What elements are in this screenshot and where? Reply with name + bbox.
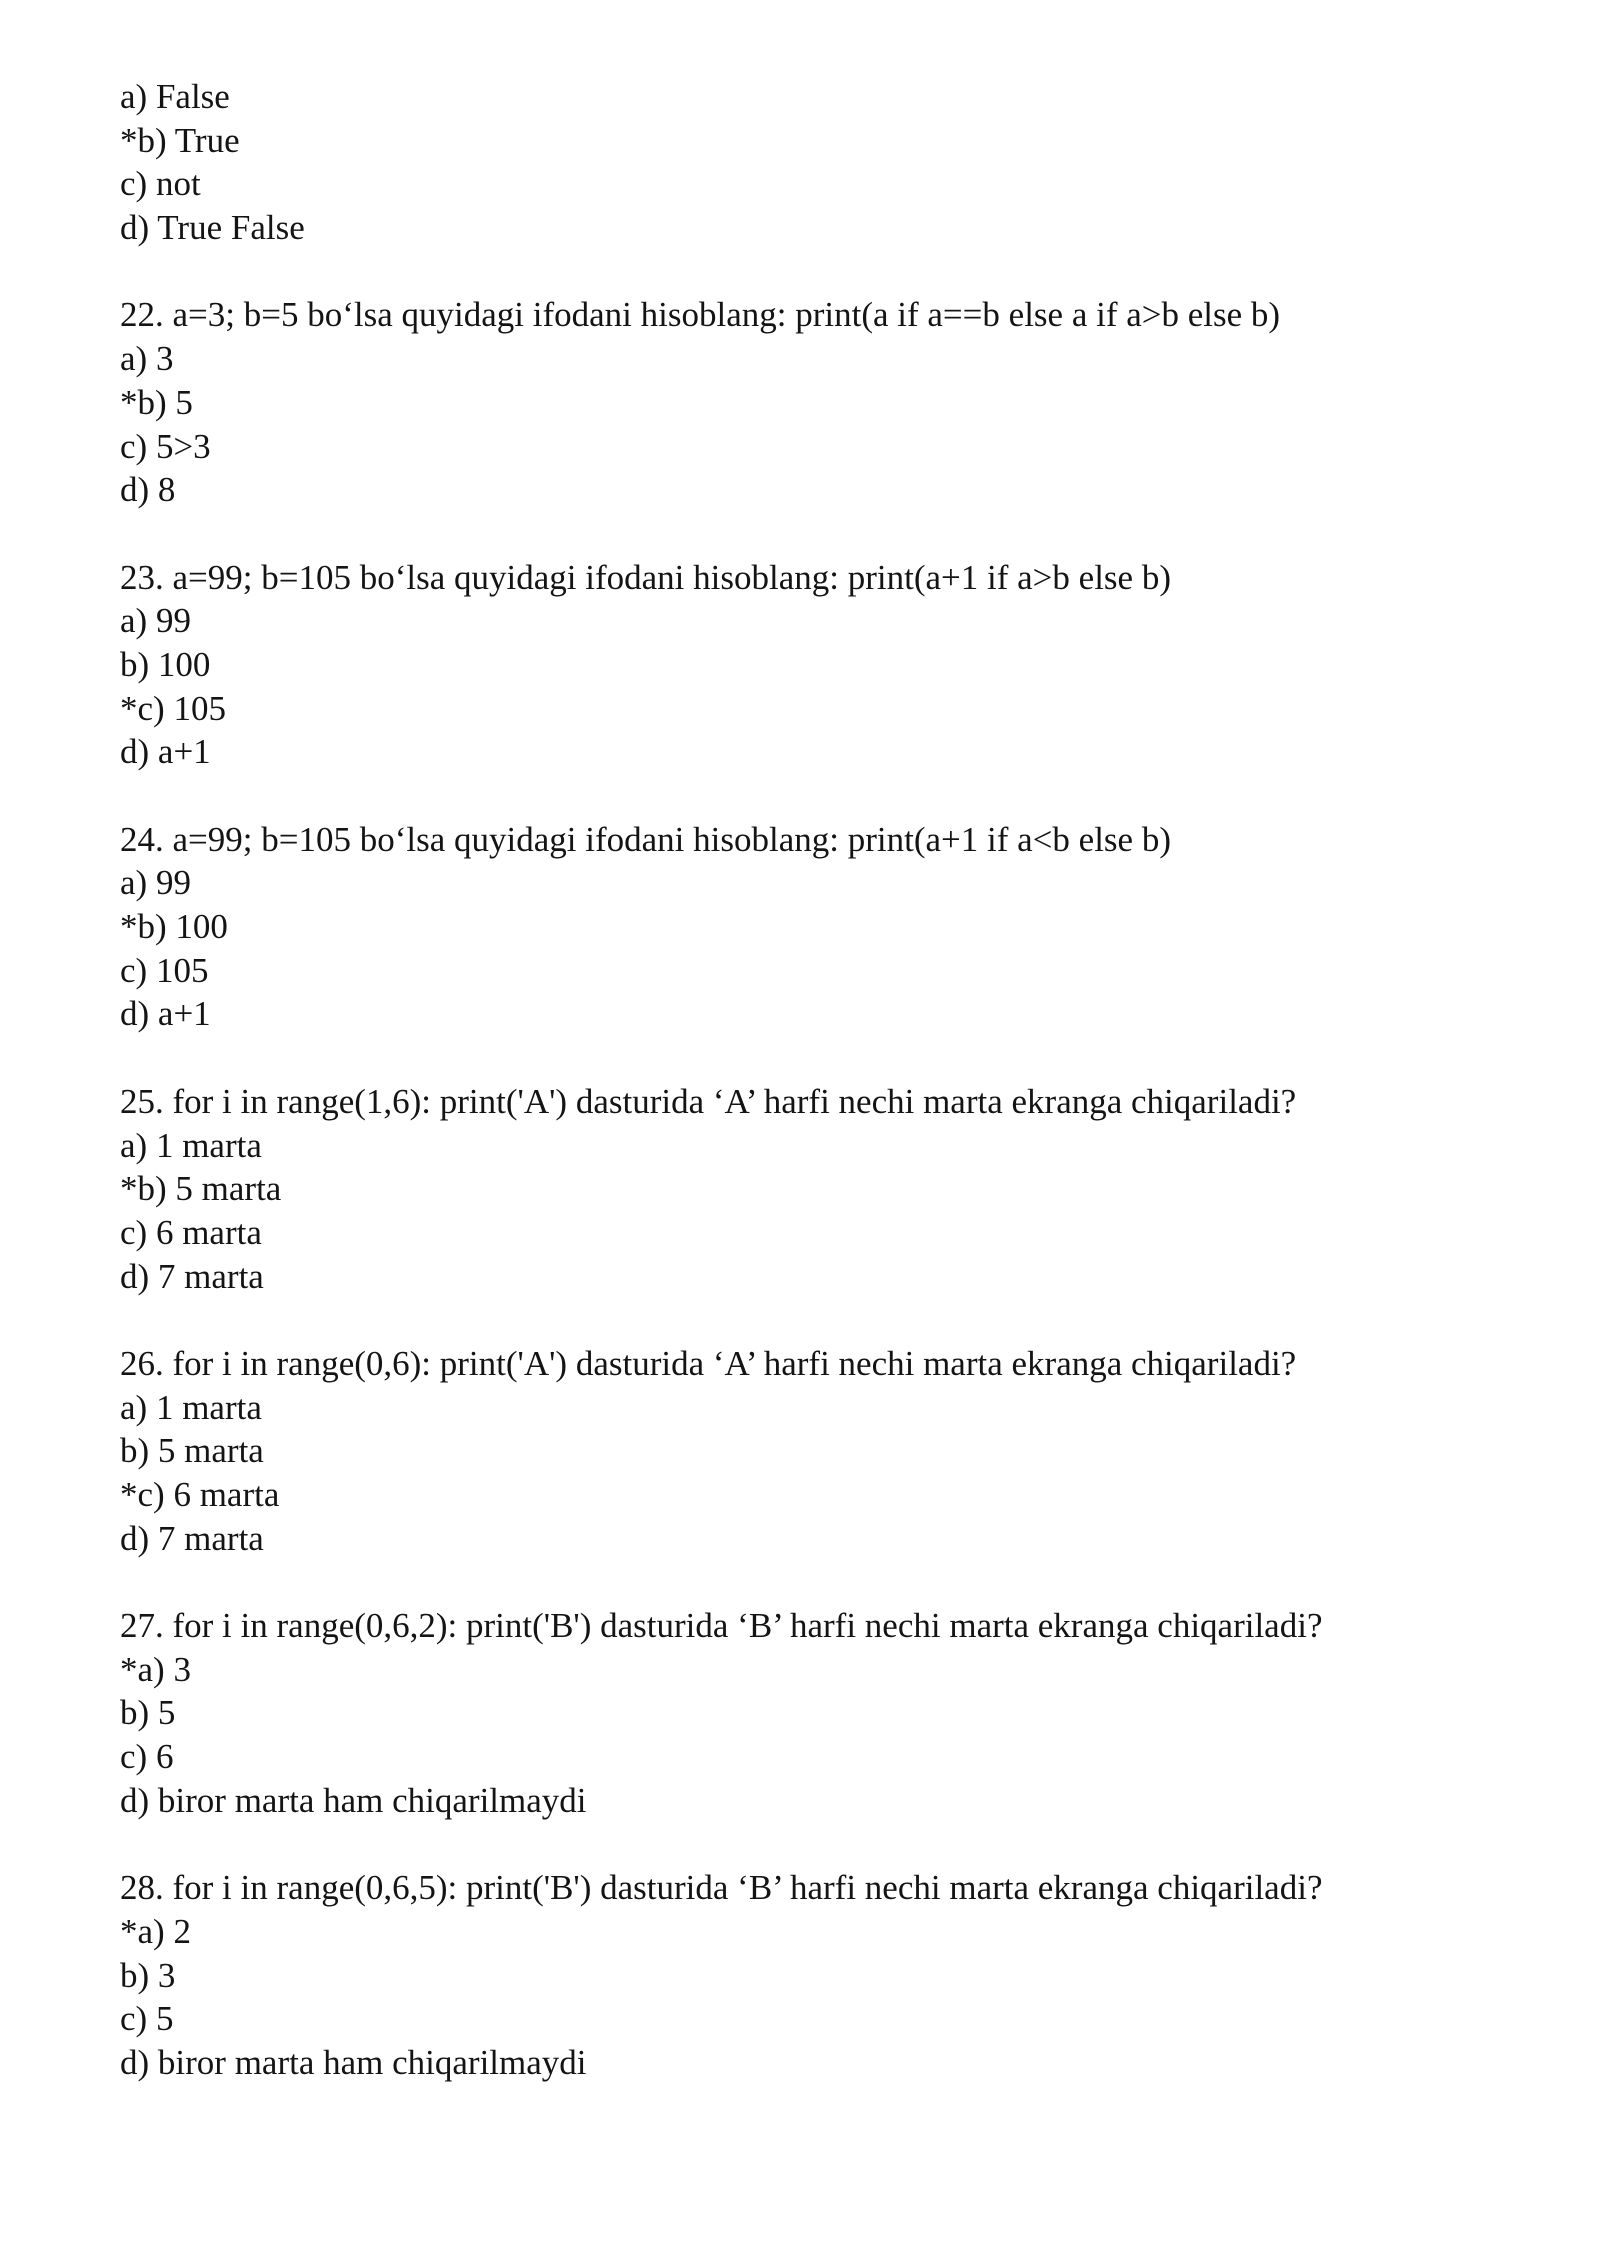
question-text: 25. for i in range(1,6): print('A') dasturida ‘A’ harfi nechi marta ekranga chiqariladi?	[120, 1081, 1297, 1121]
question-text: 23. a=99; b=105 bo‘lsa quyidagi ifodani hisoblang: print(a+1 if a>b else b)	[120, 557, 1171, 597]
question-list	[120, 75, 1520, 2085]
question-block	[120, 1604, 1520, 1822]
question-block	[120, 556, 1520, 774]
answer-option: c) 5>3	[120, 426, 211, 466]
block-spacer	[120, 1560, 1520, 1604]
question-block	[120, 1866, 1520, 2084]
answer-option: d) biror marta ham chiqarilmaydi	[120, 1780, 587, 1820]
answer-option: *c) 6 marta	[120, 1475, 280, 1514]
block-spacer	[120, 1823, 1520, 1867]
question-text: 22. a=3; b=5 bo‘lsa quyidagi ifodani hisoblang: print(a if a==b else a if a>b else b)	[120, 295, 1281, 335]
block-spacer	[120, 1298, 1520, 1342]
answer-option: d) 7 marta	[120, 1518, 264, 1558]
block-spacer	[120, 774, 1520, 818]
question-text: 24. a=99; b=105 bo‘lsa quyidagi ifodani hisoblang: print(a+1 if a<b else b)	[120, 819, 1171, 859]
answer-option: b) 100	[120, 644, 211, 684]
answer-option: *c) 105	[120, 688, 226, 728]
question-text: 26. for i in range(0,6): print('A') dasturida ‘A’ harfi nechi marta ekranga chiqariladi?	[120, 1343, 1297, 1383]
answer-option: c) 105	[120, 950, 209, 990]
answer-option: c) 6	[120, 1737, 174, 1777]
answer-option: *a) 3	[120, 1649, 191, 1689]
answer-option: c) not	[120, 164, 201, 204]
answer-option: c) 5	[120, 1999, 174, 2039]
answer-option: *b) 5 marta	[120, 1169, 282, 1209]
block-spacer	[120, 250, 1520, 294]
answer-option: *b) True	[120, 120, 240, 160]
answer-option: a) 99	[120, 863, 191, 903]
answer-option: *b) 100	[120, 907, 228, 947]
answer-option: d) biror marta ham chiqarilmaydi	[120, 2042, 587, 2082]
answer-option: d) 7 marta	[120, 1256, 264, 1296]
block-spacer	[120, 1036, 1520, 1080]
question-block	[120, 75, 1520, 250]
answer-option: b) 3	[120, 1955, 176, 1995]
answer-option: a) 3	[120, 339, 174, 379]
answer-option: a) 1 marta	[120, 1125, 262, 1165]
answer-option: d) 8	[120, 470, 176, 510]
answer-option: d) a+1	[120, 994, 211, 1034]
answer-option: *a) 2	[120, 1911, 191, 1951]
question-block	[120, 818, 1520, 1036]
answer-option: a) 99	[120, 601, 191, 641]
question-block	[120, 293, 1520, 511]
answer-option: b) 5 marta	[120, 1431, 264, 1471]
question-block	[120, 1342, 1520, 1560]
question-text: 27. for i in range(0,6,2): print('B') dasturida ‘B’ harfi nechi marta ekranga chiqariladi?	[120, 1606, 1323, 1646]
answer-option: c) 6 marta	[120, 1212, 262, 1252]
answer-option: a) 1 marta	[120, 1387, 262, 1427]
answer-option: a) False	[120, 77, 230, 116]
answer-option: d) True False	[120, 208, 305, 248]
answer-option: d) a+1	[120, 732, 211, 772]
question-text: 28. for i in range(0,6,5): print('B') dasturida ‘B’ harfi nechi marta ekranga chiqariladi?	[120, 1868, 1323, 1908]
answer-option: *b) 5	[120, 382, 193, 422]
question-block	[120, 1080, 1520, 1298]
document-page	[120, 75, 1520, 2085]
answer-option: b) 5	[120, 1693, 176, 1733]
block-spacer	[120, 512, 1520, 556]
